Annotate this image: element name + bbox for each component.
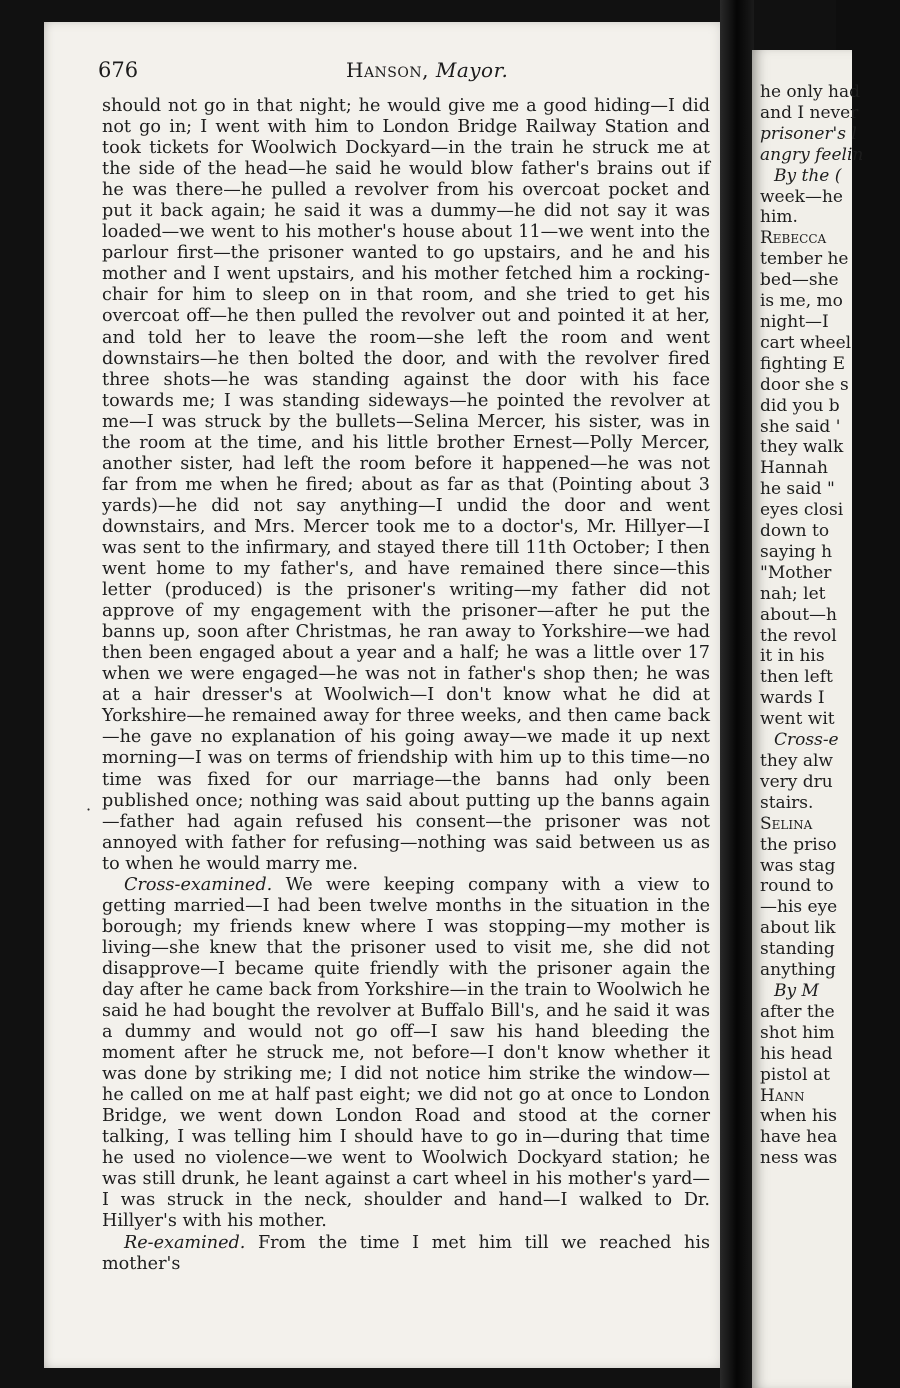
facing-page-line: did you b xyxy=(760,395,840,416)
facing-page-line: By M xyxy=(774,980,819,1001)
facing-page-line: tember he xyxy=(760,249,849,270)
book-gutter xyxy=(720,0,754,1388)
paragraph-text: should not go in that night; he would give me a good hiding—I did not go in; I went with him to London Bridge Railway Station and took tickets for Woolwich Dockyard—in the train he struck me at the side of the head—he said he would blow father's brains out if he was there—he pulled a revolver from his overcoat pocket and put it back again; he said it was a dummy—he did not say it was loaded—we went to his mother's house about 11—we went into the parlour first—the prisoner wanted to go upstairs, and he and his mother and I went upstairs, and his mother fetched him a rocking-chair for him to sleep on in that room, and she tried to get his overcoat off—he then pulled the revolver out and pointed it at her, and told her to leave the room—she left the room and went downstairs—he then bolted the door, and with the revolver fired three shots—he was standing against the door with his face towards me; I was standing sideways—he pointed the revolver at me—I was struck by the bullets—Selina Mercer, his sister, was in the room at the time, and his little brother Ernest—Polly Mercer, another sister, had left the room before it happened—he was not far from me when he fired; about as far as that (Pointing about 3 yards)—he did not say anything—I undid the door and went downstairs, and Mrs. Mercer took me to a doctor's, Mr. Hillyer—I was sent to the infirmary, and stayed there till 11th October; I then went home to my father's, and have remained there since—this letter (produced) is the prisoner's writing—my father did not approve of my engagement with the prisoner—after he put the banns up, soon after Christmas, he ran away to Yorkshire—we had then been engaged about a year and a half; he was a little over 17 when we were engaged—he was not in father's shop then; he was at a hair dresser's at Woolwich—I don't know what he did at Yorkshire—he remained away for three weeks, and then came back—he gave no explanation of his going away—we made it up next morning—I was on terms of friendship with him up to this time—no time was fixed for our marriage—the banns had only been published once; nothing was said about putting up the banns again—father had again refused his consent—the prisoner was not annoyed with father for refusing—nothing was said between us as to when he would marry me. xyxy=(102,96,710,874)
facing-page-line: when his xyxy=(760,1106,838,1127)
facing-page-line: cart wheel xyxy=(760,332,852,353)
facing-page-line: very dru xyxy=(760,771,833,792)
facing-page-line: they walk xyxy=(760,437,844,458)
facing-page-line: anything xyxy=(760,960,836,981)
running-head xyxy=(346,58,508,82)
facing-page-line: have hea xyxy=(760,1127,838,1148)
running-head-title: Mayor. xyxy=(435,58,509,82)
facing-page-line: down to xyxy=(760,521,830,542)
facing-page-line: she said ' xyxy=(760,416,841,437)
paragraph-text: From the time I met him till we reached his mother's xyxy=(102,1232,711,1274)
facing-page-line: ness was xyxy=(760,1148,838,1169)
facing-page-line: week—he xyxy=(760,186,843,207)
facing-page-line: wards I xyxy=(760,688,825,709)
facing-page-line: went wit xyxy=(760,709,835,730)
facing-page-line: saying h xyxy=(760,541,833,562)
facing-page-line: it in his xyxy=(760,646,825,667)
facing-page-line: Hannah xyxy=(760,458,828,479)
facing-page-line: about—h xyxy=(760,604,837,625)
facing-page-line: stairs. xyxy=(760,792,814,813)
facing-page-line: Rebecca xyxy=(760,228,827,249)
facing-page-line: "Mother xyxy=(760,562,832,583)
paragraph-text: We were keeping company with a view to getting married—I had been twelve months in the situation in the borough; my friends knew where I was stopping—my mother is living—she knew that the prisoner used to visit me, she did not disapprove—I became quite friendly with the prisoner again the day after he came back from Yorkshire—in the train to Woolwich he said he had bought the revolver at Buffalo Bill's, and he said it was a dummy and would not go off—I saw his hand bleeding the moment after he struck me, not before—I don't know whether it was done by striking me; I did not notice him strike the window—he called on me at half past eight; we did not go at once to London Bridge, we went down London Road and stood at the corner talking, I was telling him I should have to go in—during that time he used no violence—we went to Woolwich Dockyard station; he was still drunk, he leant against a cart wheel in his mother's yard—I was struck in the neck, shoulder and hand—I walked to Dr. Hillyer's with his mother. xyxy=(102,874,711,1232)
margin-mark: · xyxy=(86,800,92,819)
facing-page-line: him. xyxy=(760,207,798,228)
running-head-name: Hanson, xyxy=(346,58,429,82)
paragraph-testimony xyxy=(102,96,710,875)
facing-page-line: angry feelin xyxy=(760,144,864,165)
facing-page-line: fighting E xyxy=(760,353,846,374)
facing-page-line: eyes closi xyxy=(760,500,844,521)
facing-page-line: they alw xyxy=(760,751,833,771)
facing-page-line: —his eye xyxy=(760,897,838,918)
facing-page-line: door she s xyxy=(760,374,849,395)
facing-page-line: he only had xyxy=(760,82,861,102)
paragraph-re-examination xyxy=(102,1233,710,1275)
facing-page-line: about lik xyxy=(760,918,836,939)
facing-page-line: his head xyxy=(760,1043,833,1064)
facing-page-line: he said " xyxy=(760,479,835,500)
paragraph-cross-examination xyxy=(102,875,710,1233)
facing-page-line: nah; let xyxy=(760,583,826,604)
page-number: 676 xyxy=(98,58,139,82)
facing-page-line: prisoner's l xyxy=(760,123,857,144)
page-body xyxy=(102,96,710,1275)
facing-page-line: night—I xyxy=(760,311,829,332)
facing-page-line: the priso xyxy=(760,834,837,855)
facing-page-line: was stag xyxy=(760,855,836,876)
facing-page-line: then left xyxy=(760,667,833,688)
facing-page-line: round to xyxy=(760,876,834,897)
page-header xyxy=(98,58,708,88)
facing-page-line: standing xyxy=(760,939,835,960)
section-lead: Cross-examined. xyxy=(124,874,273,895)
facing-page-line: Hann xyxy=(760,1085,805,1106)
facing-page-text xyxy=(760,82,900,1169)
facing-page-line: pistol at xyxy=(760,1064,830,1085)
facing-page-line: Cross-e xyxy=(774,730,839,751)
section-lead: Re-examined. xyxy=(124,1232,246,1253)
facing-page-line: and I never xyxy=(760,102,859,123)
facing-page-line: bed—she xyxy=(760,270,839,291)
facing-page-line: the revol xyxy=(760,625,837,646)
facing-page xyxy=(752,50,864,1388)
facing-page-line: is me, mo xyxy=(760,291,843,312)
facing-page-line: shot him xyxy=(760,1022,835,1043)
facing-page-line: By the ( xyxy=(774,165,842,186)
facing-page-line: after the xyxy=(760,1001,835,1022)
facing-page-line: Selina xyxy=(760,813,813,834)
